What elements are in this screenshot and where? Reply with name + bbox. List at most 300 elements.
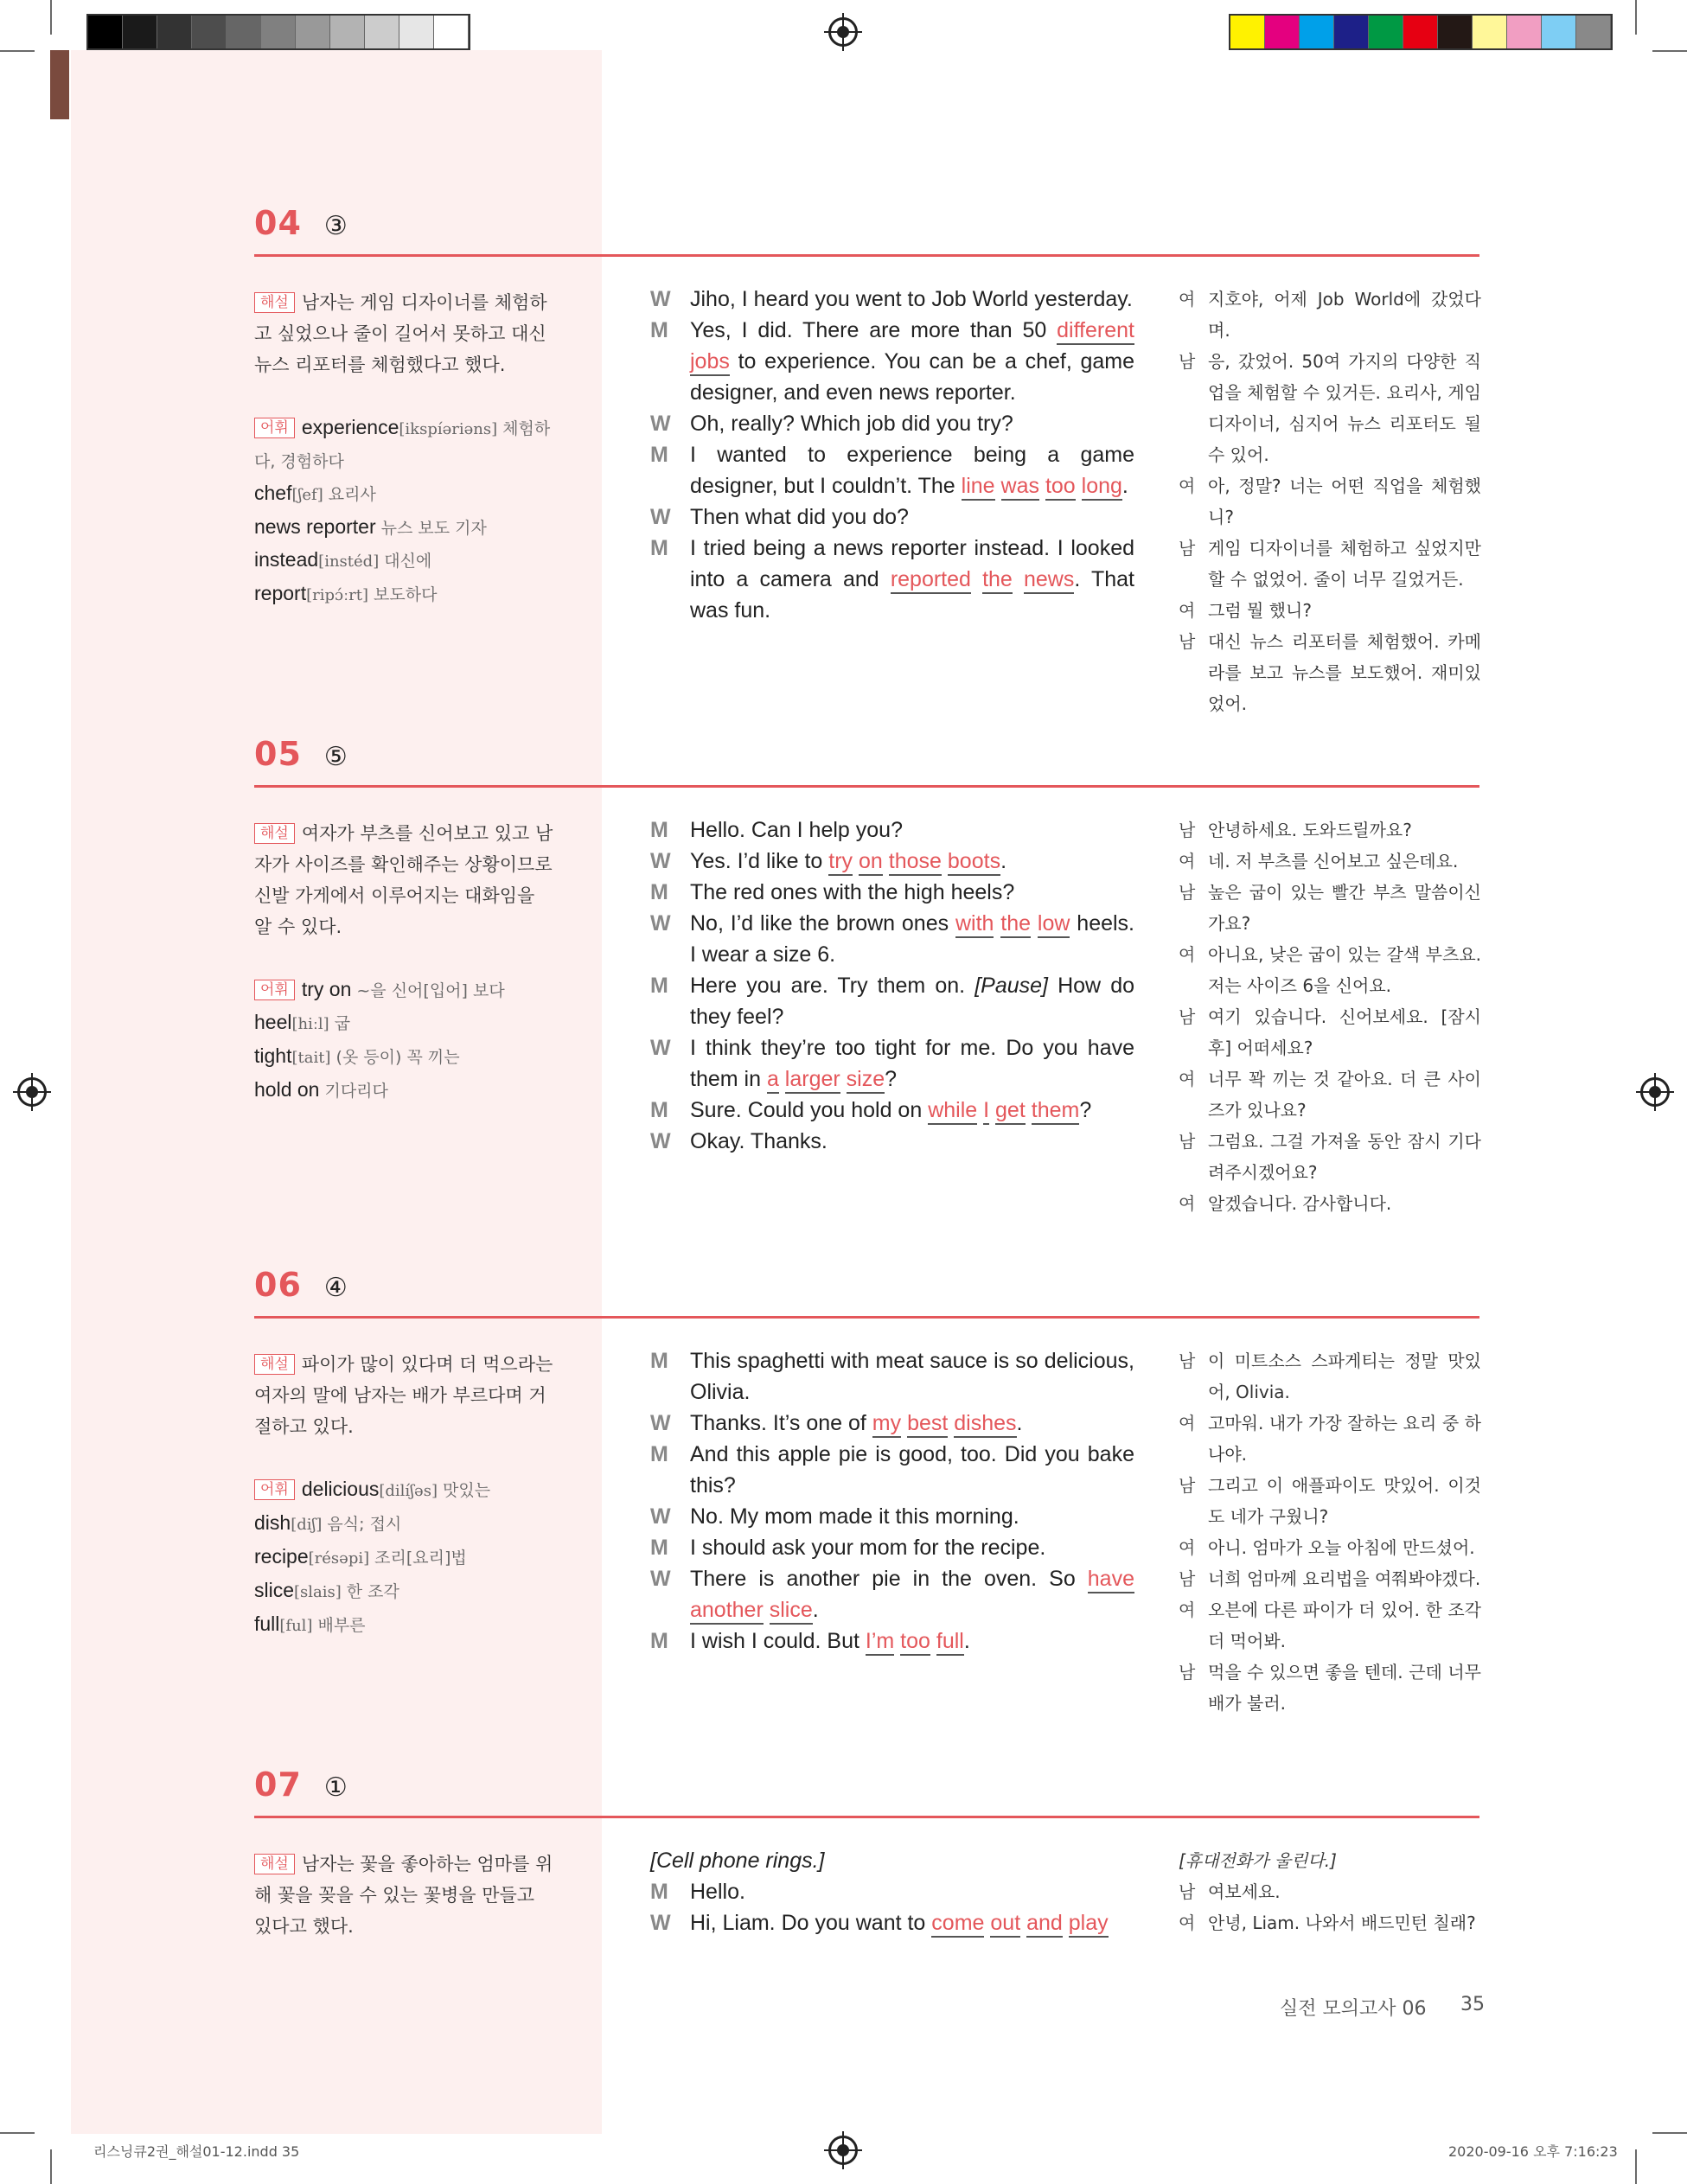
- speaker-label: W: [650, 1036, 671, 1060]
- speaker-label: W: [650, 1567, 671, 1591]
- script-text: Then what did you do?: [690, 505, 909, 529]
- gray-swatch: [261, 16, 296, 48]
- color-swatch: [1334, 16, 1369, 48]
- speaker-label: M: [650, 974, 668, 998]
- english-script: [650, 814, 1134, 1157]
- translation-text: 오븐에 다른 파이가 더 있어. 한 조각 더 먹어봐.: [1208, 1600, 1481, 1651]
- explanation-body: 여자가 부츠를 신어보고 있고 남자가 사이즈를 확인해주는 상황이므로 신발 가게에서 이루어지는 대화임을 알 수 있다.: [254, 823, 553, 937]
- translation-line: [1179, 1408, 1481, 1470]
- translation-line: [1179, 346, 1481, 470]
- answer-blank: best: [907, 1411, 948, 1438]
- gray-swatch: [157, 16, 192, 48]
- vocab-word: experience: [301, 416, 399, 438]
- answer-blank: get: [995, 1098, 1026, 1125]
- answer-blank: dishes: [954, 1411, 1016, 1438]
- color-swatch: [1369, 16, 1403, 48]
- section-header: [254, 1266, 348, 1304]
- vocab-item: [254, 578, 557, 611]
- answer-choice: ⑤: [323, 742, 348, 772]
- translation-line: [1179, 939, 1481, 1001]
- answer-blank: too: [1045, 474, 1076, 501]
- translation-text: 아니. 엄마가 오늘 아침에 만드셨어.: [1208, 1537, 1475, 1558]
- script-text: I wish I could. But I’m too full.: [690, 1625, 1134, 1657]
- crop-mark: [1652, 50, 1687, 52]
- script-line: [650, 1876, 1134, 1907]
- crop-mark: [50, 0, 52, 35]
- translation-line: [1179, 595, 1481, 626]
- vocab-pronunciation: [dilíʃəs]: [379, 1482, 438, 1500]
- speaker-label: W: [650, 1504, 671, 1529]
- process-color-bar: [1229, 14, 1613, 50]
- answer-blank: a: [767, 1067, 779, 1094]
- speaker-label: W: [650, 412, 671, 436]
- vocab-pronunciation: [tait]: [291, 1049, 331, 1067]
- answer-blank: those: [889, 849, 942, 876]
- translation-line: [1179, 814, 1481, 846]
- speaker-label: W: [650, 287, 671, 311]
- speaker-label: M: [650, 1536, 668, 1560]
- answer-blank: I: [983, 1098, 989, 1125]
- vocabulary-badge: 어휘: [254, 418, 295, 438]
- vocab-item: [254, 1040, 557, 1074]
- explanation-body: 남자는 꽃을 좋아하는 엄마를 위해 꽃을 꽂을 수 있는 꽃병을 만들고 있다고 했다.: [254, 1854, 553, 1937]
- answer-blank: them: [1032, 1098, 1080, 1125]
- answer-blank: jobs: [690, 349, 730, 376]
- script-line: [650, 1345, 1134, 1408]
- answer-blank: on: [859, 849, 883, 876]
- script-line: [650, 1563, 1134, 1625]
- vocab-meaning: 조리[요리]법: [374, 1549, 467, 1568]
- translation-line: [1179, 1001, 1481, 1063]
- gray-swatch: [399, 16, 434, 48]
- speaker-label-korean: 여: [1179, 600, 1196, 621]
- script-line: [650, 1032, 1134, 1095]
- crop-mark: [1635, 0, 1637, 35]
- file-slug: 리스닝큐2권_해설01-12.indd 35: [93, 2143, 300, 2160]
- section-header: [254, 204, 348, 242]
- translation-line: [1179, 284, 1481, 346]
- gray-swatch: [88, 16, 123, 48]
- color-swatch: [1507, 16, 1542, 48]
- speaker-label-korean: 남: [1179, 1006, 1196, 1027]
- gray-swatch: [123, 16, 157, 48]
- script-line: [650, 1126, 1134, 1157]
- script-text: This spaghetti with meat sauce is so delicious, Olivia.: [690, 1349, 1134, 1404]
- script-line: [650, 533, 1134, 626]
- answer-choice: ①: [323, 1772, 348, 1803]
- speaker-label: W: [650, 505, 671, 529]
- script-line: [650, 846, 1134, 877]
- question-number: 06: [254, 1266, 302, 1304]
- color-swatch: [1438, 16, 1473, 48]
- vocab-word: heel: [254, 1011, 292, 1033]
- registration-mark-icon: [828, 2136, 858, 2165]
- translation-line: [1179, 1063, 1481, 1126]
- speaker-label: M: [650, 1349, 668, 1373]
- answer-blank: was: [1001, 474, 1039, 501]
- speaker-label-korean: 남: [1179, 351, 1196, 372]
- speaker-label: M: [650, 1880, 668, 1904]
- vocab-meaning: 체험하다, 경험하다: [254, 419, 551, 471]
- vocab-word: try on: [301, 978, 352, 1000]
- crop-mark: [1652, 2132, 1687, 2134]
- script-text: I should ask your mom for the recipe.: [690, 1536, 1046, 1560]
- translation-text: 여보세요.: [1208, 1881, 1281, 1902]
- vocabulary-badge: 어휘: [254, 980, 295, 1000]
- answer-blank: low: [1038, 911, 1070, 938]
- translation-text: 아니요, 낮은 굽이 있는 갈색 부츠요. 저는 사이즈 6을 신어요.: [1208, 944, 1481, 996]
- script-line: [650, 1439, 1134, 1501]
- footer-title: 실전 모의고사 06: [1280, 1998, 1427, 2020]
- speaker-label: M: [650, 1442, 668, 1466]
- vocab-word: dish: [254, 1511, 291, 1534]
- korean-translation: [1179, 1345, 1481, 1719]
- explanation-badge: 해설: [254, 1354, 295, 1375]
- color-swatch: [1265, 16, 1300, 48]
- speaker-label-korean: 여: [1179, 944, 1196, 965]
- explanation-text: [254, 818, 557, 942]
- stage-direction: [Pause]: [974, 974, 1048, 998]
- speaker-label-korean: 남: [1179, 1568, 1196, 1589]
- question-number: 07: [254, 1766, 302, 1804]
- script-text: Hi, Liam. Do you want to come out and play: [690, 1907, 1134, 1938]
- script-text: Oh, really? Which job did you try?: [690, 412, 1013, 436]
- answer-blank: larger: [785, 1067, 840, 1094]
- answer-blank: boots: [948, 849, 1000, 876]
- vocab-meaning: 보도하다: [374, 585, 438, 604]
- crop-mark: [0, 2132, 35, 2134]
- english-script: [650, 1345, 1134, 1657]
- translation-text: 안녕, Liam. 나와서 배드민턴 칠래?: [1208, 1913, 1476, 1933]
- translation-line: [1179, 1907, 1481, 1938]
- registration-mark-icon: [1640, 1077, 1670, 1107]
- vocab-item: [254, 1006, 557, 1040]
- speaker-label-korean: 여: [1179, 1413, 1196, 1434]
- explanation-column: [254, 287, 557, 611]
- vocabulary-list: [254, 1473, 557, 1642]
- grayscale-color-bar: [86, 14, 470, 50]
- speaker-label: W: [650, 849, 671, 873]
- answer-blank: too: [900, 1629, 930, 1656]
- answer-blank: while: [928, 1098, 977, 1125]
- vocab-pronunciation: [instéd]: [318, 552, 380, 571]
- explanation-text: [254, 1349, 557, 1442]
- script-line: [650, 284, 1134, 315]
- script-text: Thanks. It’s one of my best dishes.: [690, 1408, 1134, 1439]
- speaker-label-korean: 남: [1179, 1881, 1196, 1902]
- translation-line: [1179, 1594, 1481, 1657]
- answer-blank: different: [1057, 318, 1134, 345]
- explanation-column: [254, 1849, 557, 1942]
- answer-blank: and: [1026, 1911, 1063, 1938]
- translation-text: 이 미트소스 스파게티는 정말 맛있어, Olivia.: [1208, 1351, 1481, 1402]
- script-text: Okay. Thanks.: [690, 1129, 828, 1153]
- vocabulary-list: [254, 412, 557, 611]
- script-line: [650, 501, 1134, 533]
- translation-line: [1179, 1563, 1481, 1594]
- translation-text: 알겠습니다. 감사합니다.: [1208, 1193, 1392, 1214]
- script-line: [650, 1532, 1134, 1563]
- answer-blank: out: [990, 1911, 1020, 1938]
- answer-choice: ④: [323, 1273, 348, 1303]
- answer-blank: another: [690, 1598, 764, 1625]
- speaker-label-korean: 여: [1179, 851, 1196, 872]
- answer-blank: long: [1082, 474, 1122, 501]
- translation-line: [1179, 1876, 1481, 1907]
- vocab-meaning: 대신에: [384, 552, 432, 571]
- speaker-label-korean: 여: [1179, 289, 1196, 310]
- translation-text: 게임 디자이너를 체험하고 싶었지만 할 수 없었어. 줄이 너무 길었거든.: [1208, 538, 1481, 590]
- explanation-body: 남자는 게임 디자이너를 체험하고 싶었으나 줄이 길어서 못하고 대신 뉴스 리포터를 체험했다고 했다.: [254, 292, 547, 375]
- answer-blank: the: [982, 567, 1013, 594]
- explanation-column: [254, 1349, 557, 1642]
- answer-blank: slice: [770, 1598, 813, 1625]
- speaker-label: W: [650, 1411, 671, 1435]
- gray-swatch: [434, 16, 469, 48]
- vocab-word: recipe: [254, 1545, 309, 1568]
- script-line: [650, 1408, 1134, 1439]
- crop-mark: [1635, 2149, 1637, 2184]
- crop-mark: [50, 2149, 52, 2184]
- vocab-meaning: 굽: [334, 1014, 351, 1033]
- script-text: Yes. I’d like to try on those boots.: [690, 846, 1134, 877]
- script-line: [650, 1501, 1134, 1532]
- speaker-label-korean: 남: [1179, 1351, 1196, 1371]
- explanation-body: 파이가 많이 있다며 더 먹으라는 여자의 말에 남자는 배가 부르다며 거절하고 있다.: [254, 1354, 553, 1437]
- script-line: [650, 908, 1134, 970]
- color-swatch: [1473, 16, 1507, 48]
- translation-line: [1179, 877, 1481, 939]
- explanation-badge: 해설: [254, 1854, 295, 1874]
- korean-translation: [1179, 284, 1481, 719]
- speaker-label-korean: 남: [1179, 820, 1196, 840]
- vocab-word: hold on: [254, 1078, 320, 1101]
- question-number: 05: [254, 735, 302, 773]
- korean-translation: [1179, 814, 1481, 1219]
- speaker-label-korean: 여: [1179, 1537, 1196, 1558]
- answer-blank: have: [1088, 1567, 1134, 1593]
- gray-swatch: [192, 16, 227, 48]
- speaker-label-korean: 남: [1179, 631, 1196, 652]
- vocab-meaning: 맛있는: [442, 1481, 491, 1500]
- gray-swatch: [296, 16, 330, 48]
- section-divider: [254, 254, 1479, 257]
- translation-line: [1179, 846, 1481, 877]
- script-text: No. My mom made it this morning.: [690, 1504, 1019, 1529]
- gray-swatch: [330, 16, 365, 48]
- answer-blank: try: [828, 849, 853, 876]
- script-text: No, I’d like the brown ones with the low heels. I wear a size 6.: [690, 911, 1134, 967]
- explanation-badge: 해설: [254, 292, 295, 313]
- vocab-pronunciation: [diʃ]: [291, 1516, 323, 1534]
- translation-text: 너희 엄마께 요리법을 여쭤봐야겠다.: [1208, 1568, 1481, 1589]
- speaker-label: M: [650, 536, 668, 560]
- crop-mark: [0, 50, 35, 52]
- speaker-label-korean: 남: [1179, 882, 1196, 903]
- script-line: [650, 1907, 1134, 1938]
- section-header: [254, 1766, 348, 1804]
- gray-swatch: [365, 16, 399, 48]
- speaker-label: M: [650, 1098, 668, 1122]
- vocab-word: news reporter: [254, 515, 376, 538]
- translation-text: 그럼 뭘 했니?: [1208, 600, 1312, 621]
- explanation-badge: 해설: [254, 823, 295, 844]
- korean-translation: [1179, 1845, 1481, 1938]
- answer-blank: I’m: [866, 1629, 894, 1656]
- section-divider: [254, 1816, 1479, 1818]
- timestamp-slug: 2020-09-16 오후 7:16:23: [1448, 2143, 1618, 2160]
- script-text: Yes, I did. There are more than 50 different jobs to experience. You can be a chef, game designer, and even news reporter.: [690, 318, 1134, 405]
- stage-direction-korean: [휴대전화가 울린다.]: [1179, 1850, 1337, 1871]
- vocab-pronunciation: [ʃef]: [291, 486, 323, 504]
- vocabulary-badge: 어휘: [254, 1479, 295, 1500]
- vocab-item: [254, 412, 557, 477]
- answer-choice: ③: [323, 211, 348, 241]
- vocab-pronunciation: [ful]: [279, 1617, 313, 1635]
- vocab-pronunciation: [ripɔ́ːrt]: [306, 586, 369, 604]
- speaker-label-korean: 여: [1179, 476, 1196, 496]
- section-divider: [254, 785, 1479, 788]
- translation-line: [1179, 1345, 1481, 1408]
- vocab-meaning: 배부른: [317, 1616, 366, 1635]
- script-line: [650, 970, 1134, 1032]
- speaker-label-korean: 남: [1179, 538, 1196, 559]
- vocab-meaning: (옷 등이) 꼭 끼는: [335, 1048, 460, 1067]
- vocab-meaning: 음식; 접시: [327, 1515, 402, 1534]
- translation-line: [1179, 1188, 1481, 1219]
- translation-line: [1179, 1126, 1481, 1188]
- translation-line: [1179, 1532, 1481, 1563]
- translation-text: 그리고 이 애플파이도 맛있어. 이것도 네가 구웠니?: [1208, 1475, 1481, 1527]
- translation-text: 먹을 수 있으면 좋을 텐데. 근데 너무 배가 불러.: [1208, 1662, 1481, 1714]
- speaker-label: W: [650, 1911, 671, 1935]
- script-text: Sure. Could you hold on while I get them?: [690, 1095, 1134, 1126]
- vocab-word: chef: [254, 482, 292, 504]
- vocab-meaning: 한 조각: [346, 1582, 399, 1601]
- script-line: [650, 408, 1134, 439]
- script-text: And this apple pie is good, too. Did you bake this?: [690, 1442, 1134, 1498]
- vocab-item: [254, 1608, 557, 1642]
- translation-text: 안녕하세요. 도와드릴까요?: [1208, 820, 1412, 840]
- vocab-item: [254, 477, 557, 511]
- vocab-meaning: 기다리다: [324, 1082, 388, 1101]
- translation-line: [1179, 470, 1481, 533]
- vocab-item: [254, 544, 557, 578]
- speaker-label: M: [650, 818, 668, 842]
- vocab-item: [254, 1541, 557, 1574]
- translation-text: 지호야, 어제 Job World에 갔었다며.: [1208, 289, 1481, 341]
- vocab-meaning: ~을 신어[입어] 보다: [356, 981, 505, 1000]
- answer-blank: with: [955, 911, 994, 938]
- vocab-item: [254, 1507, 557, 1541]
- vocab-pronunciation: [résəpi]: [308, 1549, 370, 1568]
- answer-blank: my: [872, 1411, 901, 1438]
- script-text: Here you are. Try them on. [Pause] How do they feel?: [690, 974, 1134, 1029]
- section-header: [254, 735, 348, 773]
- answer-blank: line: [962, 474, 995, 501]
- script-line: [650, 1095, 1134, 1126]
- registration-mark-icon: [17, 1077, 47, 1107]
- vocabulary-list: [254, 974, 557, 1107]
- answer-blank: reported: [891, 567, 971, 594]
- script-line: [650, 439, 1134, 501]
- script-text: Jiho, I heard you went to Job World yesterday.: [690, 287, 1133, 311]
- vocab-pronunciation: [hiːl]: [291, 1015, 329, 1033]
- translation-text: 아, 정말? 너는 어떤 직업을 체험했니?: [1208, 476, 1481, 527]
- script-line: [650, 877, 1134, 908]
- script-text: Hello. Can I help you?: [690, 818, 903, 842]
- vocab-pronunciation: [ikspíəriəns]: [399, 420, 498, 438]
- translation-text: 응, 갔었어. 50여 가지의 다양한 직업을 체험할 수 있거든. 요리사, 게임 디자이너, 심지어 뉴스 리포터도 될 수 있어.: [1208, 351, 1481, 465]
- color-swatch: [1300, 16, 1334, 48]
- vocab-word: report: [254, 582, 307, 604]
- answer-blank: full: [936, 1629, 964, 1656]
- answer-blank: come: [931, 1911, 984, 1938]
- registration-mark-icon: [828, 17, 858, 47]
- script-text: There is another pie in the oven. So have another slice.: [690, 1563, 1134, 1625]
- script-text: The red ones with the high heels?: [690, 880, 1015, 904]
- translation-text: 네. 저 부츠를 신어보고 싶은데요.: [1208, 851, 1459, 872]
- translation-text: 너무 꽉 끼는 것 같아요. 더 큰 사이즈가 있나요?: [1208, 1069, 1481, 1121]
- vocab-meaning: 요리사: [328, 485, 376, 504]
- script-text: I think they’re too tight for me. Do you have them in a larger size?: [690, 1032, 1134, 1095]
- speaker-label-korean: 남: [1179, 1131, 1196, 1152]
- speaker-label-korean: 남: [1179, 1475, 1196, 1496]
- vocab-item: [254, 511, 557, 544]
- translation-line: [1179, 533, 1481, 595]
- answer-blank: play: [1069, 1911, 1109, 1938]
- section-divider: [254, 1316, 1479, 1319]
- color-swatch: [1576, 16, 1611, 48]
- vocab-pronunciation: [slais]: [294, 1583, 342, 1601]
- script-text: I tried being a news reporter instead. I looked into a camera and reported the news. That was fun.: [690, 536, 1135, 623]
- translation-text: 여기 있습니다. 신어보세요. [잠시 후] 어떠세요?: [1208, 1006, 1481, 1058]
- speaker-label: M: [650, 318, 668, 342]
- speaker-label-korean: 남: [1179, 1662, 1196, 1683]
- speaker-label: W: [650, 911, 671, 936]
- speaker-label: M: [650, 443, 668, 467]
- translation-text: 대신 뉴스 리포터를 체험했어. 카메라를 보고 뉴스를 보도했어. 재미있었어.: [1208, 631, 1481, 714]
- vocab-item: [254, 1473, 557, 1507]
- translation-text: 고마워. 내가 가장 잘하는 요리 중 하나야.: [1208, 1413, 1481, 1465]
- translation-line: [1179, 626, 1481, 719]
- vocab-item: [254, 1074, 557, 1107]
- english-script: [650, 1845, 1134, 1938]
- vocab-word: tight: [254, 1044, 292, 1067]
- translation-line: [1179, 1657, 1481, 1719]
- script-text: Hello.: [690, 1880, 745, 1904]
- speaker-label: W: [650, 1129, 671, 1153]
- vocab-word: delicious: [301, 1478, 380, 1500]
- chapter-tab: [50, 50, 69, 119]
- color-swatch: [1403, 16, 1438, 48]
- color-swatch: [1542, 16, 1576, 48]
- vocab-meaning: 뉴스 보도 기자: [380, 519, 487, 538]
- speaker-label: M: [650, 880, 668, 904]
- vocab-item: [254, 1574, 557, 1608]
- translation-text: 높은 굽이 있는 빨간 부츠 말씀이신가요?: [1208, 882, 1481, 934]
- speaker-label: M: [650, 1629, 668, 1653]
- speaker-label-korean: 여: [1179, 1600, 1196, 1620]
- answer-blank: size: [847, 1067, 885, 1094]
- explanation-text: [254, 1849, 557, 1942]
- speaker-label-korean: 여: [1179, 1069, 1196, 1089]
- script-line: [650, 1625, 1134, 1657]
- explanation-column: [254, 818, 557, 1107]
- translation-line: [1179, 1470, 1481, 1532]
- vocab-word: slice: [254, 1579, 295, 1601]
- english-script: [650, 284, 1134, 626]
